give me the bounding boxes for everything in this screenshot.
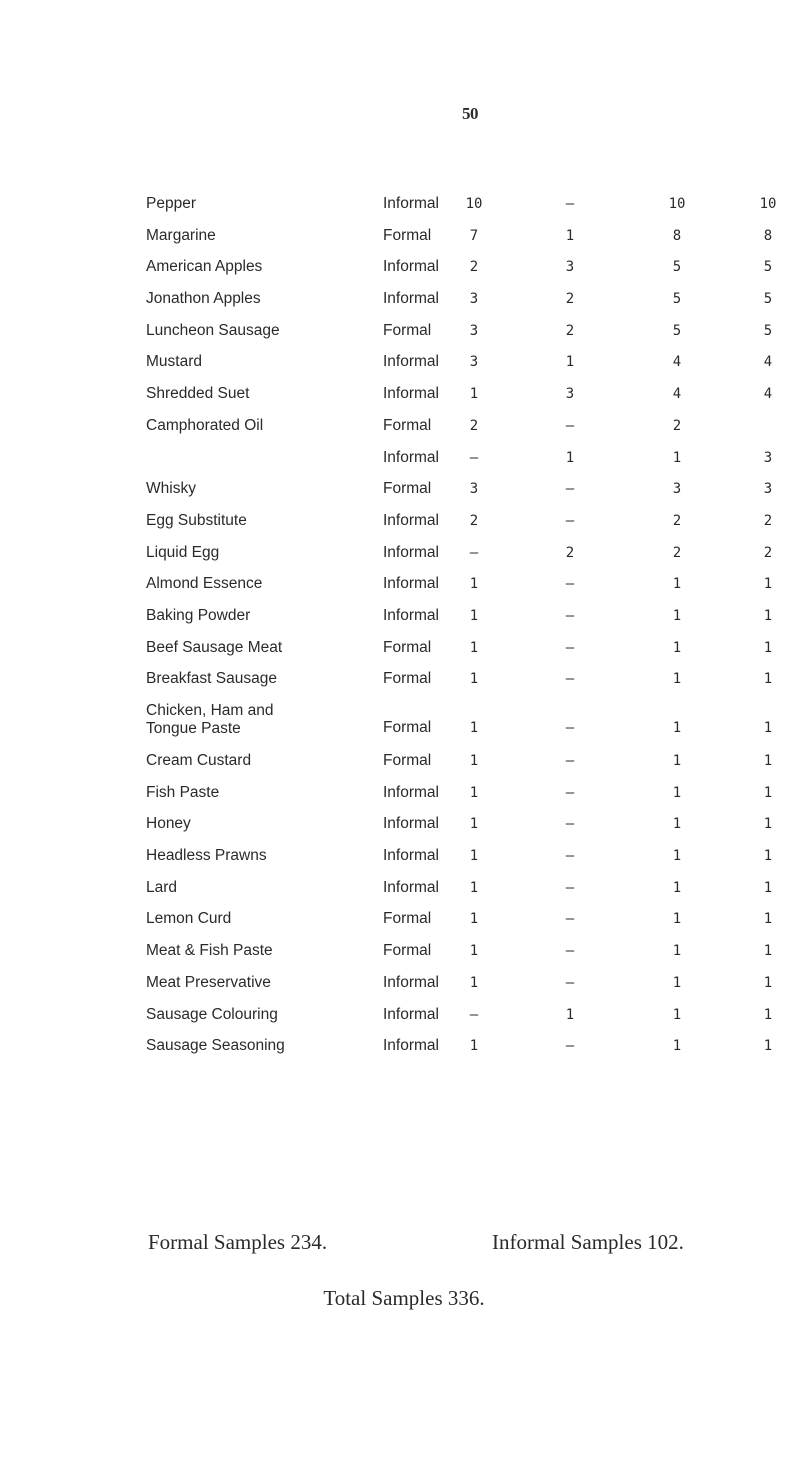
count-cell-c4: 5 <box>763 259 773 276</box>
sample-type: Formal <box>383 416 432 434</box>
sample-type: Formal <box>383 910 432 928</box>
item-name-line: Headless Prawns <box>146 847 267 865</box>
sample-type: Informal <box>383 353 439 371</box>
total-samples: Total Samples 336. <box>323 1286 485 1310</box>
item-name-line: Sausage Colouring <box>146 1005 278 1023</box>
count-cell-c2: — <box>565 753 575 769</box>
table-row <box>0 544 800 576</box>
count-cell-c4: 1 <box>763 1006 773 1023</box>
sample-type: Formal <box>383 719 432 736</box>
sample-type: Formal <box>383 638 432 656</box>
count-cell-c1: 1 <box>469 816 479 833</box>
count-cell-c2: 2 <box>565 291 575 308</box>
sample-type: Informal <box>383 543 439 561</box>
sample-type: Informal <box>383 815 439 833</box>
count-cell-c3: 10 <box>668 196 686 212</box>
count-cell-c4: 3 <box>763 481 773 498</box>
count-cell-c4: 4 <box>763 354 773 371</box>
count-cell-c1: — <box>469 544 479 561</box>
count-cell-c3: 1 <box>672 449 682 466</box>
count-cell-c2: — <box>565 196 575 212</box>
table-row <box>0 290 800 322</box>
count-cell-c1: 1 <box>469 1038 479 1055</box>
item-name <box>146 512 247 530</box>
count-cell-c2: — <box>565 911 575 928</box>
count-cell-c3: 5 <box>672 322 682 339</box>
table-row <box>0 1006 800 1038</box>
count-cell-c2: — <box>565 512 575 529</box>
item-name <box>146 417 263 435</box>
count-cell-c1: 1 <box>469 784 479 801</box>
table-row <box>0 784 800 816</box>
count-cell-c2: 1 <box>565 227 575 244</box>
count-cell-c2: — <box>565 607 575 624</box>
count-cell-c2: — <box>565 879 575 896</box>
item-name <box>146 815 191 833</box>
item-name-line: Beef Sausage Meat <box>146 638 283 656</box>
item-name <box>146 974 271 992</box>
item-name-line: Shredded Suet <box>146 385 250 403</box>
count-cell-c3: 1 <box>672 816 682 833</box>
count-cell-c3: 1 <box>672 671 682 688</box>
count-cell-c3: 1 <box>672 607 682 624</box>
count-cell-c4: 1 <box>763 879 773 896</box>
item-name <box>146 942 273 960</box>
item-name-line: Sausage Seasoning <box>146 1037 285 1055</box>
count-cell-c2: — <box>565 417 575 434</box>
count-cell-c4: 1 <box>763 639 773 656</box>
sample-type: Formal <box>383 670 432 688</box>
count-cell-c1: 1 <box>469 879 479 896</box>
item-name-line: Meat Preservative <box>146 973 271 991</box>
item-name-line: Luncheon Sausage <box>146 321 280 339</box>
sample-type: Informal <box>383 385 439 403</box>
sample-type: Formal <box>383 480 432 498</box>
count-cell-c2: 2 <box>565 322 575 339</box>
count-cell-c3: 1 <box>672 639 682 656</box>
item-name-line: Lemon Curd <box>146 910 232 928</box>
item-name <box>146 575 262 593</box>
count-cell-c1: 2 <box>469 512 479 529</box>
count-cell-c3: 1 <box>672 879 682 896</box>
count-cell-c3: 3 <box>672 481 682 498</box>
count-cell-c1: 1 <box>469 639 479 656</box>
count-cell-c2: 1 <box>565 449 575 466</box>
count-cell-c2: 1 <box>565 1006 575 1023</box>
count-cell-c3: 2 <box>672 512 682 529</box>
table-row <box>0 227 800 259</box>
count-cell-c1: 1 <box>469 753 479 769</box>
sample-type: Informal <box>383 606 439 624</box>
sample-type: Informal <box>383 195 439 212</box>
count-cell-c3: 1 <box>672 943 682 960</box>
table-row <box>0 575 800 607</box>
count-cell-c3: 1 <box>672 848 682 865</box>
count-cell-c4: 5 <box>763 291 773 308</box>
count-cell-c4: 1 <box>763 576 773 593</box>
item-name <box>146 385 249 403</box>
item-name <box>146 227 216 245</box>
item-name-line: Almond Essence <box>146 575 263 593</box>
item-name <box>146 879 177 897</box>
count-cell-c4: 2 <box>763 544 773 561</box>
table-row <box>0 195 800 227</box>
formal-samples-total: Formal Samples 234. <box>148 1230 328 1254</box>
count-cell-c4: 1 <box>763 816 773 833</box>
count-cell-c3: 1 <box>672 911 682 928</box>
item-name-line: Jonathon Apples <box>146 290 261 308</box>
count-cell-c2: 3 <box>565 386 575 403</box>
sample-type: Informal <box>383 575 439 593</box>
item-name <box>146 195 196 213</box>
count-cell-c3: 8 <box>672 227 682 244</box>
count-cell-c3: 1 <box>672 720 682 736</box>
count-cell-c2: — <box>565 974 575 991</box>
item-name-line: American Apples <box>146 258 263 276</box>
count-cell-c2: 1 <box>565 354 575 371</box>
count-cell-c2: — <box>565 576 575 593</box>
sample-type: Informal <box>383 448 439 466</box>
item-name-line: Baking Powder <box>146 606 251 624</box>
count-cell-c3: 2 <box>672 544 682 561</box>
count-cell-c1: 3 <box>469 481 479 498</box>
count-cell-c2: — <box>565 671 575 688</box>
item-name <box>146 290 261 308</box>
count-cell-c1: 1 <box>469 671 479 688</box>
table-row <box>0 974 800 1006</box>
item-name <box>146 752 251 770</box>
item-name-line: Cream Custard <box>146 752 252 769</box>
table-row <box>0 480 800 512</box>
item-name-line: Chicken, Ham and <box>146 702 274 719</box>
count-cell-c4: 1 <box>763 848 773 865</box>
sample-type: Informal <box>383 1005 439 1023</box>
table-row <box>0 353 800 385</box>
item-name-line: Camphorated Oil <box>146 416 264 434</box>
page-number: 50 <box>462 104 478 123</box>
item-name <box>146 258 262 276</box>
item-name-line: Meat & Fish Paste <box>146 942 273 960</box>
table-row <box>0 1037 800 1069</box>
table-row <box>0 942 800 974</box>
count-cell-c2: — <box>565 943 575 960</box>
item-name-line: Breakfast Sausage <box>146 670 277 688</box>
sample-type: Formal <box>383 752 432 769</box>
item-name-line: Mustard <box>146 353 202 371</box>
item-name <box>146 702 274 738</box>
item-name <box>146 544 219 562</box>
count-cell-c1: 3 <box>469 322 479 339</box>
count-cell-c3: 1 <box>672 784 682 801</box>
item-name <box>146 670 277 688</box>
table-row <box>0 512 800 544</box>
count-cell-c1: 10 <box>465 196 483 212</box>
count-cell-c1: 1 <box>469 974 479 991</box>
item-name <box>146 322 280 340</box>
item-name <box>146 639 282 657</box>
count-cell-c4: 1 <box>763 607 773 624</box>
count-cell-c3: 1 <box>672 1038 682 1055</box>
item-name-line: Egg Substitute <box>146 511 247 529</box>
item-name-line: Margarine <box>146 226 216 244</box>
count-cell-c4: 1 <box>763 784 773 801</box>
count-cell-c2: 2 <box>565 544 575 561</box>
count-cell-c4: 10 <box>759 196 777 212</box>
informal-samples-total: Informal Samples 102. <box>492 1230 684 1254</box>
table-row <box>0 815 800 847</box>
sample-type: Informal <box>383 290 439 308</box>
item-name-line: Liquid Egg <box>146 543 220 561</box>
count-cell-c1: 3 <box>469 291 479 308</box>
sample-type: Informal <box>383 511 439 529</box>
count-cell-c1: — <box>469 449 479 466</box>
table-row <box>0 702 800 752</box>
table-row <box>0 910 800 942</box>
count-cell-c3: 1 <box>672 974 682 991</box>
sample-type: Formal <box>383 321 432 339</box>
table-row <box>0 417 800 449</box>
table-row <box>0 879 800 911</box>
count-cell-c2: — <box>565 848 575 865</box>
sample-type: Informal <box>383 1037 439 1055</box>
item-name-line: Pepper <box>146 195 196 212</box>
count-cell-c2: — <box>565 481 575 498</box>
count-cell-c2: — <box>565 816 575 833</box>
count-cell-c1: — <box>469 1006 479 1023</box>
count-cell-c3: 5 <box>672 259 682 276</box>
sample-type: Formal <box>383 226 432 244</box>
count-cell-c4: 1 <box>763 753 773 769</box>
sample-type: Informal <box>383 783 439 801</box>
item-name <box>146 1037 285 1055</box>
item-name <box>146 607 250 625</box>
item-name <box>146 480 196 498</box>
count-cell-c4: 1 <box>763 943 773 960</box>
count-cell-c1: 7 <box>469 227 479 244</box>
item-name <box>146 353 202 371</box>
count-cell-c4: 4 <box>763 386 773 403</box>
item-name <box>146 784 219 802</box>
item-name-line: Honey <box>146 815 191 833</box>
count-cell-c4: 1 <box>763 974 773 991</box>
count-cell-c3: 2 <box>672 417 682 434</box>
count-cell-c4: 5 <box>763 322 773 339</box>
sample-type: Informal <box>383 847 439 865</box>
count-cell-c1: 1 <box>469 576 479 593</box>
count-cell-c3: 1 <box>672 1006 682 1023</box>
count-cell-c1: 2 <box>469 417 479 434</box>
table-row <box>0 752 800 784</box>
item-name <box>146 847 267 865</box>
count-cell-c4: 3 <box>763 449 773 466</box>
count-cell-c2: 3 <box>565 259 575 276</box>
count-cell-c2: — <box>565 784 575 801</box>
count-cell-c1: 1 <box>469 607 479 624</box>
count-cell-c3: 1 <box>672 753 682 769</box>
table-row <box>0 639 800 671</box>
count-cell-c4: 8 <box>763 227 773 244</box>
table-row <box>0 449 800 481</box>
count-cell-c1: 1 <box>469 386 479 403</box>
table-row <box>0 322 800 354</box>
sample-type: Informal <box>383 878 439 896</box>
sample-type: Informal <box>383 258 439 276</box>
count-cell-c3: 4 <box>672 386 682 403</box>
table-row <box>0 385 800 417</box>
item-name-line-2: Tongue Paste <box>146 720 241 737</box>
table-row <box>0 670 800 702</box>
table-row <box>0 607 800 639</box>
samples-table <box>0 195 800 1069</box>
count-cell-c1: 1 <box>469 720 479 736</box>
count-cell-c1: 1 <box>469 848 479 865</box>
count-cell-c4: 1 <box>763 1038 773 1055</box>
count-cell-c3: 4 <box>672 354 682 371</box>
count-cell-c1: 1 <box>469 911 479 928</box>
table-row <box>0 847 800 879</box>
count-cell-c3: 5 <box>672 291 682 308</box>
count-cell-c4: 1 <box>763 911 773 928</box>
item-name <box>146 910 231 928</box>
count-cell-c3: 1 <box>672 576 682 593</box>
sample-type: Informal <box>383 973 439 991</box>
count-cell-c4: 1 <box>763 720 773 736</box>
sample-type: Formal <box>383 942 432 960</box>
count-cell-c2: — <box>565 720 575 736</box>
count-cell-c2: — <box>565 1038 575 1055</box>
item-name <box>146 1006 278 1024</box>
count-cell-c1: 2 <box>469 259 479 276</box>
item-name-line: Lard <box>146 878 178 896</box>
count-cell-c4: 2 <box>763 512 773 529</box>
count-cell-c4: 1 <box>763 671 773 688</box>
count-cell-c2: — <box>565 639 575 656</box>
count-cell-c1: 1 <box>469 943 479 960</box>
table-row <box>0 258 800 290</box>
count-cell-c1: 3 <box>469 354 479 371</box>
item-name-line: Whisky <box>146 480 196 498</box>
item-name-line: Fish Paste <box>146 783 220 801</box>
